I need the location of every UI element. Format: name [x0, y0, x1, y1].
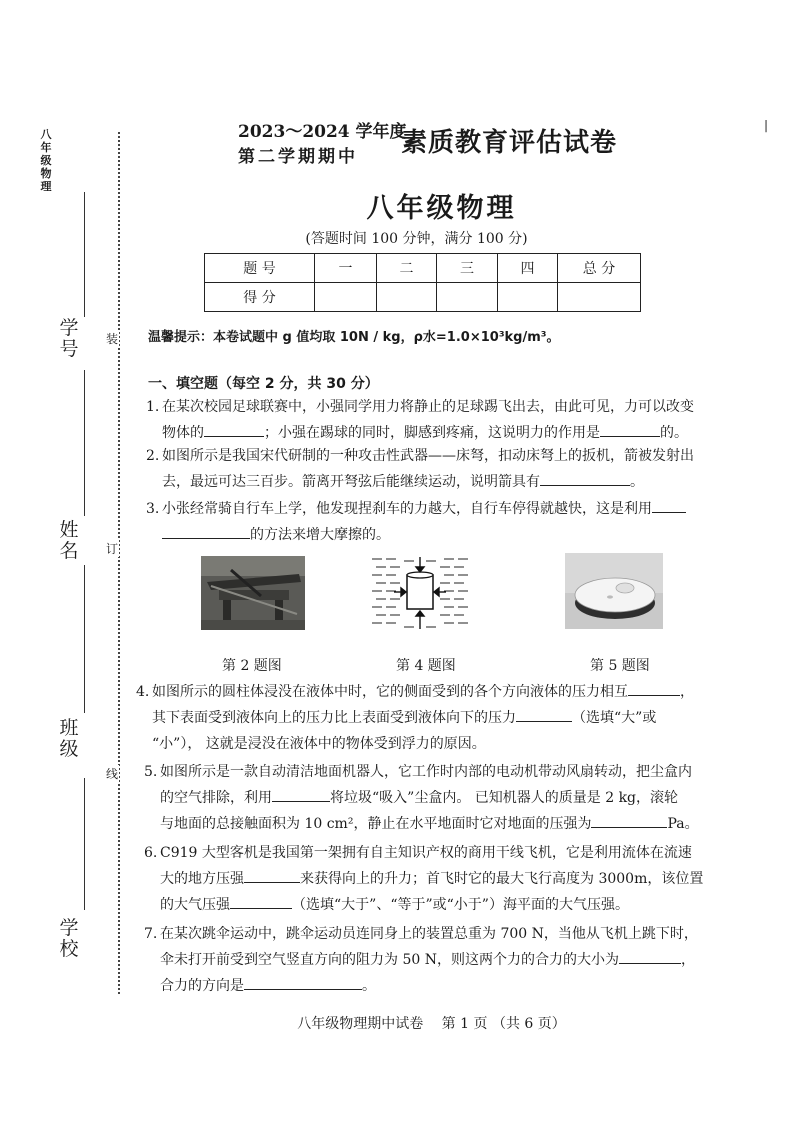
binding-dotted-line [118, 132, 120, 994]
score-cell [377, 283, 437, 312]
question-text: ， [680, 684, 694, 700]
question-text: C919 大型客机是我国第一架拥有自主知识产权的商用干线飞机，它是利用流体在流速 [160, 845, 692, 861]
score-cell [558, 283, 641, 312]
answer-blank[interactable] [162, 523, 250, 539]
school-label: 学校 [59, 917, 79, 960]
score-header-cell: 二 [377, 254, 437, 283]
question-number: 5. [144, 764, 158, 780]
question-text: 合力的方向是 [160, 978, 244, 994]
class-label: 班级 [59, 717, 79, 760]
question-text: 如图所示是一款自动清洁地面机器人，它工作时内部的电动机带动风扇转动，把尘盒内 [160, 764, 692, 780]
answer-blank[interactable] [600, 421, 660, 437]
question-number: 6. [144, 845, 158, 861]
student-name-label: 姓名 [59, 519, 79, 562]
robot-vacuum-photo [565, 553, 663, 629]
question-text: ， [680, 952, 695, 968]
question-text: 。 [362, 978, 376, 994]
binding-char-ding: 订 [105, 542, 118, 556]
question-text: Pa。 [667, 816, 699, 832]
question-line [162, 496, 686, 522]
question-text: 如图所示的圆柱体浸没在液体中时，它的侧面受到的各个方向液体的压力相互 [152, 684, 628, 700]
score-cell [315, 283, 377, 312]
question-text: 在某次校园足球联赛中，小强同学用力将静止的足球踢飞出去，由此可见，力可以改变 [162, 399, 694, 415]
question-number: 2. [146, 448, 160, 464]
question-line [160, 892, 703, 918]
question-5 [144, 759, 699, 837]
section-heading: 一、填空题（每空 2 分，共 30 分） [148, 376, 379, 392]
figure-4-caption: 第 4 题图 [396, 658, 456, 674]
score-table-header-row [205, 254, 641, 283]
question-text: 物体的 [162, 425, 204, 441]
question-text: 其下表面受到液体向上的压力比上表面受到液体向下的压力 [152, 710, 516, 726]
reminder-tip: 温馨提示：本卷试题中 g 值均取 10N / kg，ρ水=1.0×10³kg/m³。 [148, 330, 560, 345]
question-number: 3. [146, 501, 160, 517]
term-label: 第二学期期中 [238, 147, 358, 167]
question-line [152, 679, 694, 705]
question-text: 的。 [660, 425, 688, 441]
question-3 [146, 496, 686, 548]
answer-blank[interactable] [244, 867, 300, 883]
question-text: 将垃圾“吸入”尘盒内。 已知机器人的质量是 2 kg，滚轮 [330, 790, 679, 806]
corner-mark: | [764, 118, 769, 132]
question-text: 的方法来增大摩擦的。 [250, 527, 390, 543]
question-text: 大的地方压强 [160, 871, 244, 887]
page-footer: 八年级物理期中试卷 第 1 页 （共 6 页） [297, 1016, 566, 1032]
score-header-cell: 三 [437, 254, 498, 283]
question-line [160, 947, 698, 973]
question-text: 的空气排除，利用 [160, 790, 272, 806]
student-id-label: 学号 [59, 317, 79, 360]
question-text: 来获得向上的升力；首飞时它的最大飞行高度为 3000m，该位置 [300, 871, 704, 887]
score-header-cell: 总 分 [558, 254, 641, 283]
answer-blank[interactable] [619, 948, 681, 964]
submerged-cylinder-diagram [370, 553, 470, 633]
exam-title: 素质教育评估试卷 [401, 128, 618, 158]
school-year: 2023～2024 学年度 [238, 122, 407, 142]
question-line [160, 811, 699, 837]
question-text: 与地面的总接触面积为 10 cm²，静止在水平地面时它对地面的压强为 [160, 816, 592, 832]
question-text: 如图所示是我国宋代研制的一种攻击性武器——床弩，扣动床弩上的扳机，箭被发射出 [162, 448, 694, 464]
question-1 [146, 394, 694, 446]
answer-blank[interactable] [244, 974, 362, 990]
answer-blank[interactable] [230, 893, 292, 909]
question-number: 4. [136, 684, 150, 700]
question-line [162, 522, 686, 548]
question-text: 在某次跳伞运动中，跳伞运动员连同身上的装置总重为 700 N，当他从飞机上跳下时， [160, 926, 698, 942]
question-6 [144, 840, 704, 918]
answer-blank[interactable] [628, 680, 680, 696]
question-2 [146, 443, 694, 495]
binding-char-xian: 线 [105, 767, 118, 781]
question-text: ；小强在踢球的同时，脚感到疼痛，这说明力的作用是 [264, 425, 600, 441]
score-cell [498, 283, 558, 312]
sidebar-heading: 八年级物理 [40, 128, 52, 193]
question-text: “小”）， 这就是浸没在液体中的物体受到浮力的原因。 [152, 736, 486, 752]
figure-2-caption: 第 2 题图 [222, 658, 282, 674]
question-text: 的大气压强 [160, 897, 230, 913]
score-header-cell: 四 [498, 254, 558, 283]
exam-time-info: (答题时间 100 分钟，满分 100 分) [305, 231, 528, 247]
question-text: 小张经常骑自行车上学，他发现捏刹车的力越大，自行车停得就越快，这是利用 [162, 501, 652, 517]
answer-blank[interactable] [516, 706, 572, 722]
question-line [160, 973, 698, 999]
question-line [160, 866, 703, 892]
subject-title: 八年级物理 [366, 193, 517, 224]
question-number: 7. [144, 926, 158, 942]
score-cell [437, 283, 498, 312]
school-line [84, 778, 85, 910]
answer-blank[interactable] [204, 421, 264, 437]
score-row-label: 得 分 [205, 283, 315, 312]
answer-blank[interactable] [272, 786, 330, 802]
class-line [84, 565, 85, 713]
score-table [204, 253, 641, 312]
student-name-line [84, 370, 85, 516]
question-text: （选填“大”或 [572, 710, 657, 726]
crossbow-photo [201, 556, 305, 630]
figure-5-caption: 第 5 题图 [590, 658, 650, 674]
question-7 [144, 921, 698, 999]
question-text: 去，最远可达三百步。箭离开弩弦后能继续运动，说明箭具有 [162, 474, 540, 490]
binding-char-zhuang: 装 [105, 332, 118, 346]
answer-blank[interactable] [652, 497, 686, 513]
question-number: 1. [146, 399, 160, 415]
score-table-score-row [205, 283, 641, 312]
answer-blank[interactable] [540, 470, 630, 486]
score-header-cell: 一 [315, 254, 377, 283]
question-4 [136, 679, 694, 757]
score-header-cell: 题 号 [205, 254, 315, 283]
question-text: （选填“大于”、“等于”或“小于”）海平面的大气压强。 [292, 897, 629, 913]
question-line [152, 705, 694, 731]
question-line [162, 469, 694, 495]
answer-blank[interactable] [591, 812, 667, 828]
question-text: 伞未打开前受到空气竖直方向的阻力为 50 N，则这两个力的合力的大小为 [160, 952, 619, 968]
question-line [160, 785, 699, 811]
question-text: 。 [630, 474, 644, 490]
